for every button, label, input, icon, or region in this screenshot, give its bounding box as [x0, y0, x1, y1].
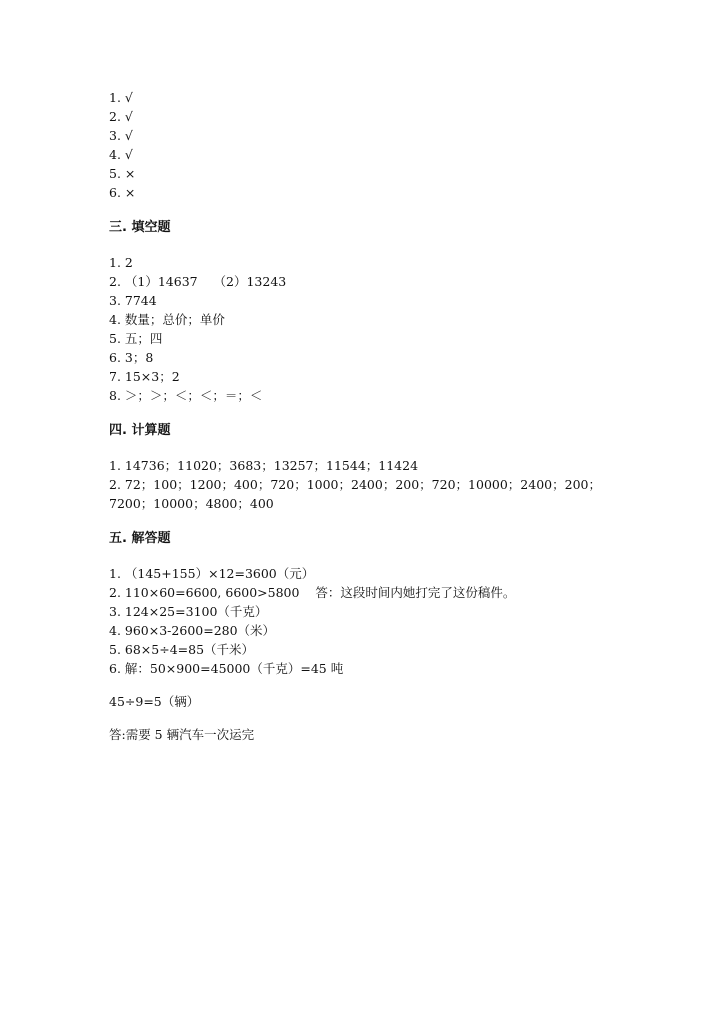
word-problem-item-5: 5. 68×5÷4=85（千米）: [109, 642, 255, 657]
judgement-item-6: 6. ×: [109, 185, 136, 200]
calculation-item-2: 2. 72；100；1200；400；720；1000；2400；200；720；10000；2400；200；: [109, 477, 601, 492]
word-problem-item-4: 4. 960×3-2600=280（米）: [109, 623, 276, 638]
word-problem-item-6: 6. 解：50×900=45000（千克）=45 吨: [109, 661, 344, 676]
fill-in-section: [109, 218, 629, 405]
word-problems-section: [109, 529, 629, 744]
calculation-item-1: 1. 14736；11020；3683；13257；11544；11424: [109, 458, 419, 473]
word-problem-final-answer: 答:需要 5 辆汽车一次运完: [109, 727, 255, 742]
judgement-item-3: 3. √: [109, 128, 133, 143]
word-problems-heading: 五. 解答题: [109, 531, 171, 546]
fill-in-item-3: 3. 7744: [109, 293, 157, 308]
fill-in-heading: 三. 填空题: [109, 220, 171, 235]
calculation-section: [109, 421, 629, 513]
answer-sheet: [109, 88, 629, 744]
fill-in-item-2: 2. （1）14637 （2）13243: [109, 274, 287, 289]
fill-in-item-5: 5. 五；四: [109, 331, 163, 346]
word-problem-extra-step: 45÷9=5（辆）: [109, 694, 200, 709]
judgement-item-4: 4. √: [109, 147, 133, 162]
judgement-item-1: 1. √: [109, 90, 133, 105]
judgement-item-5: 5. ×: [109, 166, 136, 181]
fill-in-item-4: 4. 数量；总价；单价: [109, 312, 225, 327]
fill-in-item-7: 7. 15×3；2: [109, 369, 180, 384]
calculation-item-2-continued: 7200；10000；4800；400: [109, 496, 274, 511]
judgement-item-2: 2. √: [109, 109, 133, 124]
fill-in-item-1: 1. 2: [109, 255, 133, 270]
calculation-heading: 四. 计算题: [109, 423, 171, 438]
word-problem-item-1: 1. （145+155）×12=3600（元）: [109, 566, 315, 581]
word-problem-item-2: 2. 110×60=6600, 6600>5800 答：这段时间内她打完了这份稿件。: [109, 585, 516, 600]
judgement-section: [109, 88, 629, 202]
fill-in-item-6: 6. 3；8: [109, 350, 154, 365]
fill-in-item-8: 8. ＞；＞；＜；＜；＝；＜: [109, 388, 263, 403]
word-problem-item-3: 3. 124×25=3100（千克）: [109, 604, 268, 619]
